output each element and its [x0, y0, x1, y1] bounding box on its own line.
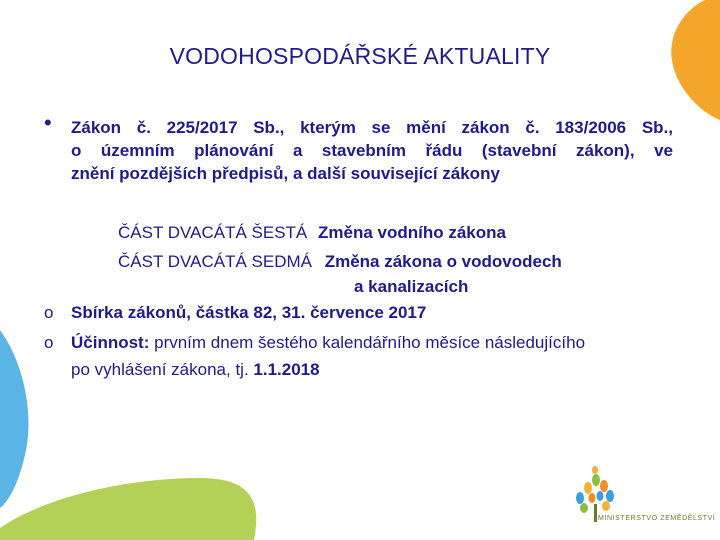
sub-bullet-1: o [44, 303, 54, 322]
effectivity-label: Účinnost: [71, 333, 150, 352]
effective-date: 1.1.2018 [253, 360, 320, 379]
law-line-3: znění pozdějších předpisů, a další související zákony [71, 164, 500, 183]
blue-left-shape [0, 330, 28, 508]
page-title: VODOHOSPODÁŘSKÉ AKTUALITY [169, 43, 551, 69]
logo-leaves [576, 466, 614, 522]
main-bullet: • [44, 110, 52, 135]
law-line-1: Zákon č. 225/2017 Sb., kterým se mění zákon č. 183/2006 Sb., [71, 118, 673, 137]
effectivity-line-2 [71, 360, 320, 380]
part-26-prefix: ČÁST DVACÁTÁ ŠESTÁ [118, 223, 308, 242]
part-26-desc: Změna vodního zákona [317, 223, 506, 242]
green-bottom-shape [0, 478, 256, 540]
effectivity-text-2: po vyhlášení zákona, tj. [71, 360, 254, 379]
part-27-row [118, 252, 562, 272]
gazette-line: Sbírka zákonů, částka 82, 31. července 2017 [71, 303, 427, 322]
part-27-desc: Změna zákona o vodovodech [324, 252, 562, 271]
effectivity-line-1 [71, 333, 585, 353]
sub-bullet-2: o [44, 333, 54, 352]
law-line-2: o územním plánování a stavebním řádu (stavební zákon), ve [71, 141, 673, 160]
part-26-row [118, 223, 506, 243]
ministry-logo-text: MINISTERSTVO ZEMĚDĚLSTVÍ [598, 515, 716, 522]
part-27-continuation: a kanalizacích [354, 277, 469, 296]
part-27-prefix: ČÁST DVACÁTÁ SEDMÁ [118, 252, 312, 271]
effectivity-text: prvním dnem šestého kalendářního měsíce následujícího [149, 333, 586, 352]
ministry-logo-icon [562, 464, 712, 536]
law-paragraph [71, 116, 673, 185]
